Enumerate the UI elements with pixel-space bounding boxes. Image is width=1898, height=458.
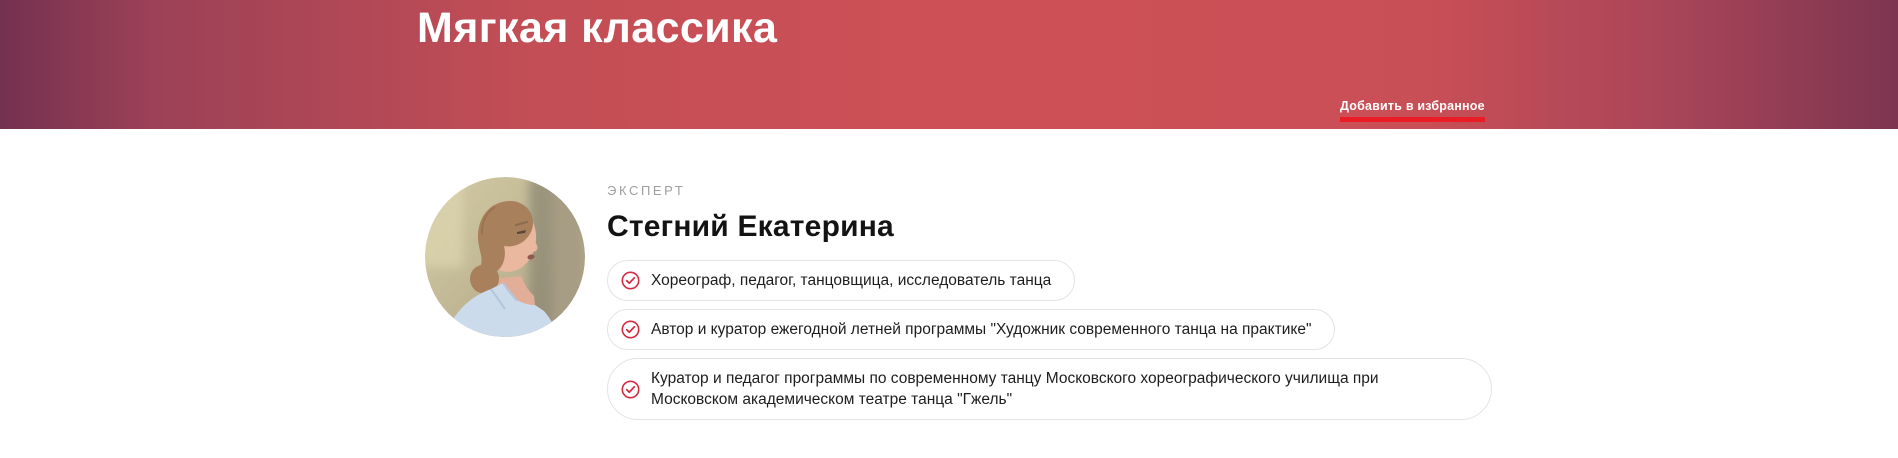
expert-tag-text: Автор и куратор ежегодной летней программы "Художник современного танца на практике" — [651, 321, 1312, 338]
expert-tag-pill — [607, 358, 1492, 420]
expert-card — [425, 177, 1492, 420]
expert-avatar — [425, 177, 585, 337]
expert-tag-pill — [607, 309, 1335, 350]
expert-tag-text: Хореограф, педагог, танцовщица, исследователь танца — [651, 272, 1052, 289]
page-title: Мягкая классика — [417, 4, 778, 52]
check-circle-icon — [621, 271, 640, 290]
add-to-favorites-link[interactable] — [1340, 99, 1485, 122]
check-circle-icon — [621, 320, 640, 339]
expert-info — [607, 177, 1492, 420]
expert-photo — [425, 177, 585, 337]
expert-tags-list — [607, 260, 1492, 420]
expert-eyebrow-label: ЭКСПЕРТ — [607, 183, 686, 198]
favorites-underline-bar — [1340, 117, 1485, 122]
add-to-favorites-label: Добавить в избранное — [1340, 99, 1485, 113]
expert-tag-pill — [607, 260, 1075, 301]
expert-tag-text: Куратор и педагог программы по современному танцу Московского хореографического училища при Московском академическом театре танца "Гжель" — [651, 370, 1379, 408]
hero-banner — [0, 0, 1898, 129]
expert-name: Стегний Екатерина — [607, 210, 894, 243]
check-circle-icon — [621, 380, 640, 399]
